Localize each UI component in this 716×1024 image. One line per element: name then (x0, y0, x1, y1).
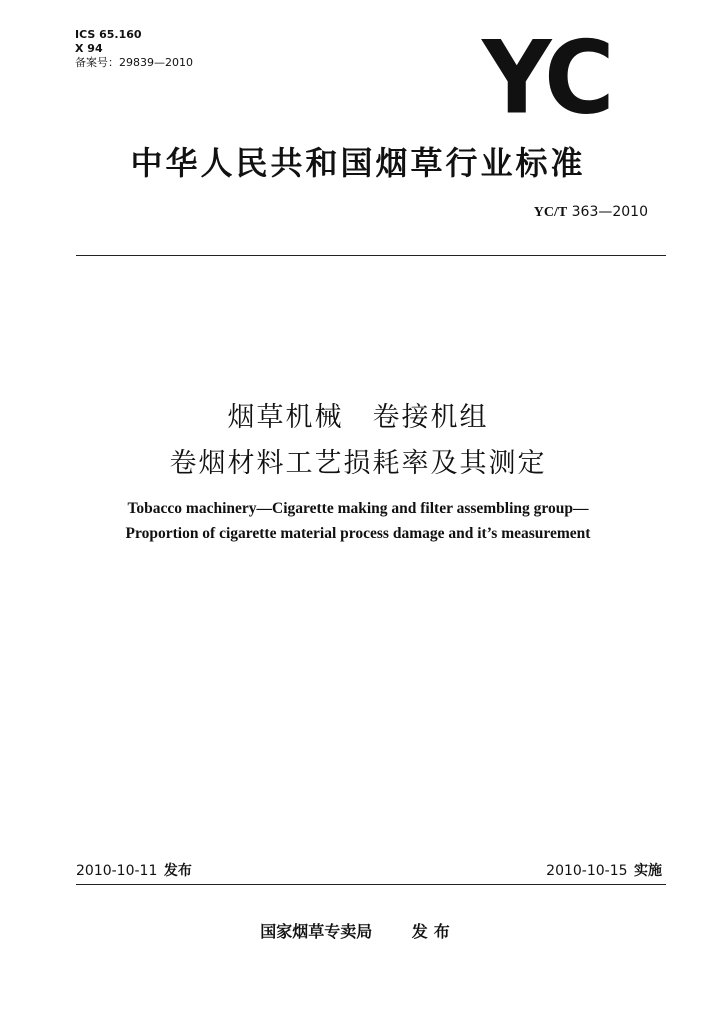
top-divider (76, 255, 666, 256)
publisher-name: 国家烟草专卖局 (260, 922, 373, 941)
english-title-line-2: Proportion of cigarette material process damage and it’s measurement (125, 525, 591, 542)
classification-block (75, 28, 193, 70)
ics-code: ICS 65.160 (75, 28, 142, 41)
implementation-date-value: 2010-10-15 (546, 863, 628, 879)
implementation-date (546, 860, 662, 880)
issue-date-label: 发布 (163, 863, 192, 879)
publisher-action: 发布 (411, 922, 456, 941)
implementation-date-label: 实施 (634, 863, 662, 879)
chinese-title-line-1: 烟草机械 卷接机组 (227, 402, 489, 433)
standard-code-number: 363—2010 (567, 204, 648, 220)
standard-category-title: 中华人民共和国烟草行业标准 (130, 144, 586, 182)
class-code: X 94 (75, 42, 103, 55)
standard-code (534, 204, 648, 221)
yc-logo: YC (482, 19, 611, 137)
issue-date-value: 2010-10-11 (76, 863, 158, 879)
bottom-divider (76, 884, 666, 885)
publisher-line (0, 919, 716, 942)
standard-code-prefix: YC/T (533, 205, 568, 220)
record-number: 备案号：29839—2010 (75, 56, 193, 69)
issue-date (76, 860, 192, 880)
chinese-title-line-2: 卷烟材料工艺损耗率及其测定 (169, 448, 547, 479)
english-title-line-1: Tobacco machinery—Cigarette making and filter assembling group— (127, 500, 589, 517)
